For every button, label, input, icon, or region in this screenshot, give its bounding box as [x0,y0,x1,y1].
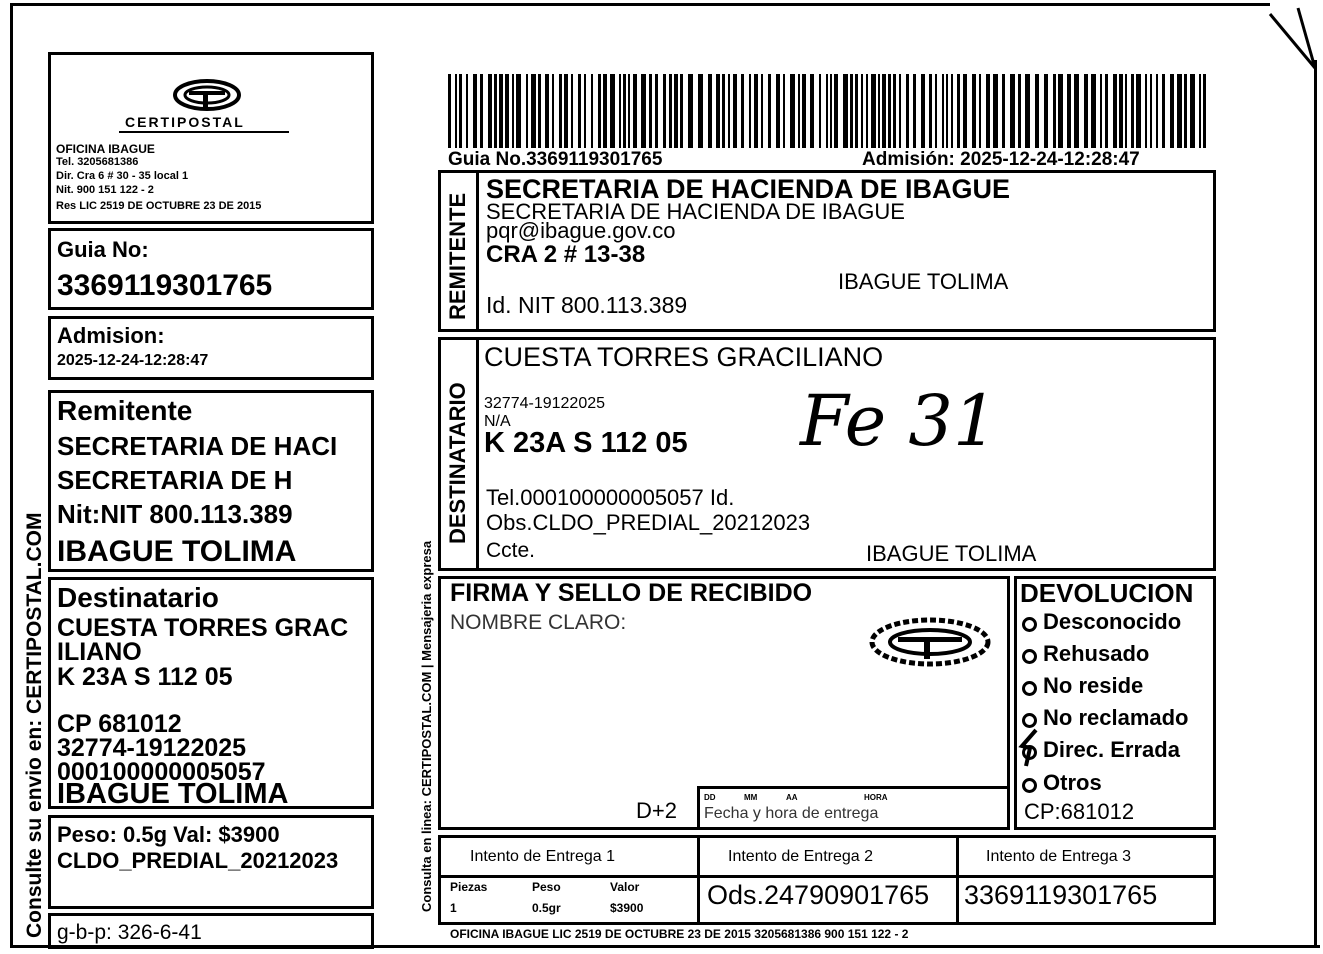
destinatario-line6: 000100000005057 [57,758,266,786]
peso-box [48,815,374,909]
option-label: Desconocido [1043,609,1182,634]
piezas-value: 1 [450,901,457,915]
header-admision: Admisión: 2025-12-24-12:28:47 [862,149,1140,170]
corner-fold [1260,0,1323,70]
barcode-bar [526,74,528,148]
remitente-city: IBAGUE TOLIMA [838,269,1009,294]
barcode-bar [473,74,477,148]
barcode-bar [663,74,666,148]
barcode-bar [722,74,725,148]
barcode-bar [783,74,785,148]
barcode-bar [716,74,720,148]
barcode-bar [1177,74,1182,148]
barcode-bar [776,74,780,148]
barcode-bar [591,74,593,148]
barcode-bar [1203,74,1206,148]
barcode-bar [466,74,468,148]
barcode-bar [1035,74,1039,148]
remitente-address: CRA 2 # 13-38 [486,241,646,268]
barcode-bar [448,74,451,148]
barcode-bar [749,74,751,148]
barcode-bar [921,74,925,148]
barcode-bar [578,74,581,148]
barcode-bar [893,74,896,148]
barcode-bar [1150,74,1152,148]
consulte-vertical-text: Consulte su envio en: CERTIPOSTAL.COM [23,512,46,938]
destinatario-obs: Obs.CLDO_PREDIAL_20212023 [486,510,811,535]
obs-text: CLDO_PREDIAL_20212023 [57,848,339,873]
piezas-label: Piezas [450,880,488,894]
guia-label: Guia No: [57,237,149,262]
intentos-vline-2 [956,835,959,925]
barcode-bar [810,74,814,148]
valor-label: Valor [610,880,640,894]
destinatario-line4: CP 681012 [57,710,182,738]
barcode-bar [610,74,615,148]
barcode-bar [728,74,730,148]
barcode-bar [1131,74,1134,148]
devolucion-option[interactable] [1022,675,1143,697]
barcode-bar [946,74,948,148]
radio-icon [1022,617,1037,632]
consulta-online-vertical-text: Consulta en linea: CERTIPOSTAL.COM | Mensajeria expresa [419,540,434,912]
barcode-bar [768,74,771,148]
devolucion-option[interactable] [1022,772,1102,794]
remitente-line1: SECRETARIA DE HACI [57,431,338,461]
barcode-bar [669,74,672,148]
barcode-bar [708,74,712,148]
barcode-bar [972,74,976,148]
devolucion-option[interactable] [1022,643,1149,665]
left-destinatario-box [48,577,374,809]
barcode-bar [830,74,832,148]
fecha-label: Fecha y hora de entrega [704,805,879,822]
intentos-hline [438,875,1216,878]
barcode-bar [499,74,503,148]
destinatario-line7: IBAGUE TOLIMA [57,778,289,810]
barcode-bar [733,74,737,148]
radio-icon [1022,681,1037,696]
certipostal-logo-icon [169,77,245,117]
barcode-bar [986,74,990,148]
barcode-bar [1100,74,1102,148]
barcode-bar [641,74,646,148]
barcode-bar [1074,74,1079,148]
barcode-bar [850,74,853,148]
barcode-bar [1170,74,1174,148]
fecha-mm: MM [744,793,758,802]
barcode-bar [834,74,838,148]
outer-frame-top [10,3,1270,6]
barcode-bar [761,74,763,148]
barcode-bar [505,74,509,148]
destinatario-title: Destinatario [57,582,219,613]
barcode-bar [623,74,626,148]
barcode-bar [1018,74,1021,148]
barcode [448,74,1212,148]
remitente-name-big: SECRETARIA DE HACIENDA DE IBAGUE [486,174,1011,204]
barcode-bar [855,74,858,148]
remitente-divider [476,170,479,332]
admision-value: 2025-12-24-12:28:47 [57,352,209,369]
destinatario-city: IBAGUE TOLIMA [866,541,1037,566]
barcode-bar [512,74,514,148]
firma-title: FIRMA Y SELLO DE RECIBIDO [450,579,813,607]
barcode-bar [790,74,795,148]
fecha-dd: DD [704,793,716,802]
remitente-vertical-label: REMITENTE [445,192,470,320]
barcode-bar [1025,74,1030,148]
gbp-text: g-b-p: 326-6-41 [57,921,202,944]
barcode-bar [698,74,703,148]
valor-value: $3900 [610,901,644,915]
admision-label: Admision: [57,323,165,348]
option-label: Rehusado [1043,641,1150,666]
barcode-bar [649,74,652,148]
header-guia: Guia No.3369119301765 [448,149,663,170]
barcode-bar [538,74,541,148]
barcode-bar [1119,74,1123,148]
barcode-bar [1190,74,1195,148]
barcode-bar [963,74,967,148]
option-label: Direc. Errada [1043,737,1180,762]
barcode-bar [516,74,521,148]
barcode-bar [1044,74,1048,148]
barcode-bar [1199,74,1201,148]
barcode-bar [951,74,953,148]
barcode-bar [571,74,573,148]
left-remitente-box [48,390,374,572]
barcode-bar [888,74,891,148]
destinatario-address: K 23A S 112 05 [484,427,688,459]
barcode-bar [906,74,909,148]
remitente-id: Id. NIT 800.113.389 [486,292,688,318]
option-label: Otros [1043,770,1102,795]
barcode-bar [488,74,492,148]
barcode-bar [878,74,880,148]
barcode-bar [1184,74,1187,148]
barcode-bar [1125,74,1127,148]
barcode-bar [619,74,621,148]
barcode-bar [843,74,848,148]
barcode-bar [957,74,960,148]
devolucion-title: DEVOLUCION [1020,578,1194,608]
destinatario-divider [476,337,479,571]
destinatario-line5: 32774-19122025 [57,734,247,762]
barcode-bar [1084,74,1088,148]
barcode-bar [993,74,998,148]
barcode-bar [494,74,497,148]
peso-value: 0.5gr [532,901,561,915]
office-res: Res LIC 2519 DE OCTUBRE 23 DE 2015 [56,200,262,212]
barcode-bar [598,74,601,148]
barcode-bar [861,74,863,148]
barcode-bar [1058,74,1063,148]
intentos-guia-number: 3369119301765 [964,880,1158,910]
intentos-vline-1 [697,835,700,925]
d2-label: D+2 [636,798,677,823]
remitente-city: IBAGUE TOLIMA [57,535,297,568]
barcode-bar [1053,74,1056,148]
intento-1-label: Intento de Entrega 1 [470,848,615,865]
barcode-bar [1136,74,1141,148]
barcode-bar [935,74,937,148]
company-box [48,52,374,224]
destinatario-line2: ILIANO [57,638,142,666]
remitente-nit: Nit:NIT 800.113.389 [57,499,293,529]
destinatario-ref: 32774-19122025 [484,395,606,412]
outer-frame-right [1314,60,1317,948]
intento-3-label: Intento de Entrega 3 [986,848,1131,865]
radio-icon [1022,649,1037,664]
barcode-bar [552,74,554,148]
destinatario-ccte: Ccte. [486,539,536,562]
footer-text: OFICINA IBAGUE LIC 2519 DE OCTUBRE 23 DE 2015 3205681386 900 151 122 - 2 [450,927,909,941]
devolucion-cp: CP:681012 [1024,799,1135,824]
barcode-bar [680,74,683,148]
barcode-bar [1105,74,1108,148]
barcode-bar [633,74,637,148]
barcode-bar [655,74,658,148]
destinatario-vertical-label: DESTINATARIO [445,382,470,544]
guia-box [48,228,374,310]
guia-number: 3369119301765 [57,269,273,302]
check-mark-icon [1014,726,1050,770]
barcode-bar [741,74,744,148]
remitente-line2: SECRETARIA DE H [57,465,293,495]
destinatario-line1: CUESTA TORRES GRAC [57,614,349,642]
barcode-bar [1162,74,1165,148]
peso-text: Peso: 0.5g Val: $3900 [57,822,280,847]
office-nit: Nit. 900 151 122 - 2 [56,184,154,196]
barcode-bar [480,74,483,148]
destinatario-line3: K 23A S 112 05 [57,663,233,691]
barcode-bar [899,74,901,148]
barcode-bar [688,74,693,148]
barcode-bar [866,74,868,148]
barcode-bar [819,74,821,148]
logo-text: CERTIPOSTAL [125,114,245,130]
barcode-bar [882,74,886,148]
barcode-bar [628,74,630,148]
barcode-bar [531,74,536,148]
fecha-hora: HORA [864,793,888,802]
destinatario-na: N/A [484,413,511,430]
intento-2-label: Intento de Entrega 2 [728,848,873,865]
destinatario-name: CUESTA TORRES GRACILIANO [484,342,884,372]
firma-nombre: NOMBRE CLARO: [450,611,627,634]
barcode-bar [802,74,806,148]
gbp-box [48,913,374,949]
devolucion-option[interactable] [1022,611,1181,633]
remitente-title: Remitente [57,395,193,426]
barcode-bar [871,74,876,148]
office-name: OFICINA IBAGUE [56,142,155,156]
barcode-bar [455,74,457,148]
admision-box [48,316,374,380]
barcode-bar [603,74,607,148]
office-dir: Dir. Cra 6 # 30 - 35 local 1 [56,170,189,182]
barcode-bar [979,74,981,148]
barcode-bar [913,74,916,148]
radio-icon [1022,778,1037,793]
barcode-bar [1010,74,1015,148]
barcode-bar [1156,74,1158,148]
peso-label: Peso [532,880,561,894]
barcode-bar [584,74,586,148]
ods-number: Ods.24790901765 [707,880,930,910]
barcode-bar [826,74,828,148]
barcode-bar [929,74,932,148]
outer-frame-left [10,3,13,948]
option-label: No reside [1043,673,1144,698]
option-label: No reclamado [1043,705,1189,730]
barcode-bar [545,74,549,148]
barcode-bar [459,74,462,148]
barcode-bar [754,74,758,148]
barcode-bar [1002,74,1005,148]
destinatario-tel: Tel.000100000005057 Id. [486,485,735,510]
barcode-bar [798,74,800,148]
barcode-bar [1145,74,1147,148]
barcode-bar [1067,74,1071,148]
barcode-bar [564,74,568,148]
office-tel: Tel. 3205681386 [56,156,139,168]
remitente-name-small: SECRETARIA DE HACIENDA DE IBAGUE [486,199,905,224]
barcode-bar [942,74,944,148]
remitente-email: pqr@ibague.gov.co [486,218,676,243]
barcode-bar [559,74,562,148]
fecha-aa: AA [786,793,798,802]
barcode-bar [1113,74,1117,148]
barcode-bar [674,74,678,148]
logo-underline [119,131,289,133]
destinatario-handwritten: Fe 31 [800,380,998,462]
barcode-bar [1091,74,1096,148]
stamp-logo-icon [866,612,994,672]
